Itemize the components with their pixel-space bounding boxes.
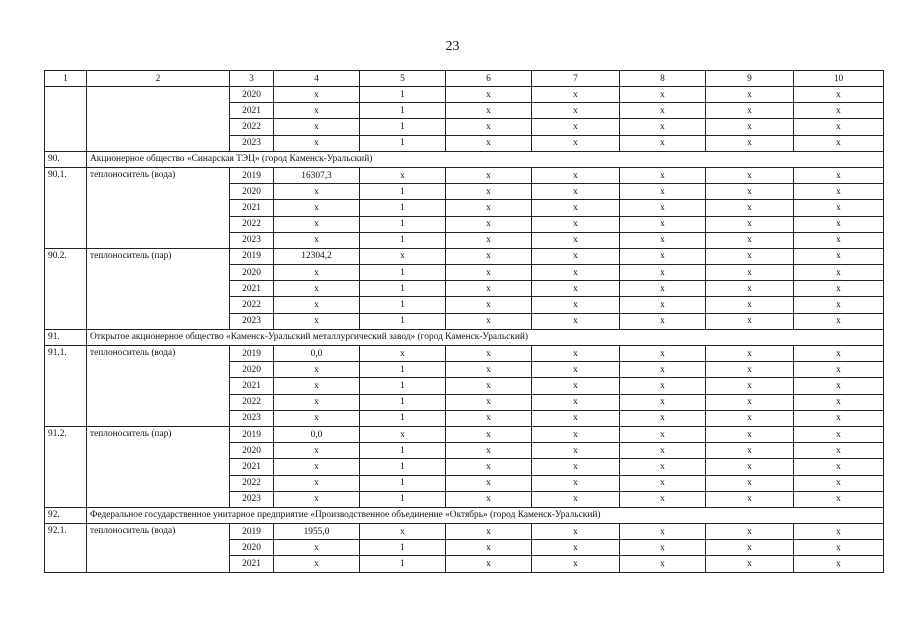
value-cell: x	[620, 281, 706, 297]
value-cell: x	[794, 103, 884, 119]
value-cell: x	[706, 313, 794, 329]
value-cell: x	[620, 362, 706, 378]
value-cell: 1	[360, 556, 446, 572]
value-cell: 1	[360, 87, 446, 103]
value-cell: x	[532, 216, 620, 232]
value-cell: x	[446, 119, 532, 135]
value-cell: x	[274, 200, 360, 216]
value-cell: x	[274, 87, 360, 103]
value-cell: x	[446, 313, 532, 329]
value-cell: x	[446, 491, 532, 507]
value-cell: x	[620, 426, 706, 442]
value-cell: x	[274, 119, 360, 135]
value-cell: x	[446, 540, 532, 556]
group-number: 90.2.	[45, 248, 87, 329]
value-cell: x	[532, 248, 620, 264]
value-cell: x	[706, 103, 794, 119]
value-cell: x	[794, 524, 884, 540]
value-cell: x	[620, 119, 706, 135]
column-header: 4	[274, 71, 360, 87]
column-header: 10	[794, 71, 884, 87]
year-cell: 2019	[230, 248, 274, 264]
value-cell: 1	[360, 297, 446, 313]
table-row	[45, 248, 884, 264]
value-cell: x	[532, 524, 620, 540]
value-cell: x	[706, 378, 794, 394]
value-cell: x	[706, 87, 794, 103]
value-cell: x	[620, 491, 706, 507]
page-number: 23	[445, 39, 460, 54]
empty-cell	[87, 87, 230, 152]
value-cell: x	[794, 459, 884, 475]
value-cell: x	[532, 491, 620, 507]
value-cell: 1	[360, 540, 446, 556]
column-header: 8	[620, 71, 706, 87]
group-label: теплоноситель (вода)	[87, 524, 230, 573]
value-cell: x	[706, 216, 794, 232]
value-cell: x	[274, 281, 360, 297]
value-cell: 1	[360, 459, 446, 475]
value-cell: x	[794, 410, 884, 426]
value-cell: x	[794, 265, 884, 281]
value-cell: x	[446, 281, 532, 297]
section-row	[45, 507, 884, 523]
value-cell: x	[446, 103, 532, 119]
value-cell: x	[794, 216, 884, 232]
tariff-table	[44, 70, 884, 573]
value-cell: x	[274, 184, 360, 200]
value-cell: x	[620, 232, 706, 248]
value-cell: x	[794, 184, 884, 200]
value-cell: 12304,2	[274, 248, 360, 264]
value-cell: x	[532, 556, 620, 572]
year-cell: 2020	[230, 540, 274, 556]
table-row	[45, 346, 884, 362]
value-cell: x	[446, 87, 532, 103]
value-cell: x	[274, 459, 360, 475]
header-row	[45, 71, 884, 87]
value-cell: x	[706, 491, 794, 507]
value-cell: x	[620, 87, 706, 103]
value-cell: x	[794, 394, 884, 410]
value-cell: x	[274, 265, 360, 281]
value-cell: x	[706, 200, 794, 216]
year-cell: 2021	[230, 459, 274, 475]
value-cell: 1	[360, 216, 446, 232]
value-cell: x	[532, 87, 620, 103]
value-cell: x	[274, 540, 360, 556]
year-cell: 2023	[230, 410, 274, 426]
value-cell: x	[360, 426, 446, 442]
value-cell: x	[794, 491, 884, 507]
table-row	[45, 524, 884, 540]
value-cell: x	[706, 297, 794, 313]
value-cell: x	[274, 491, 360, 507]
section-row	[45, 329, 884, 345]
value-cell: 1	[360, 200, 446, 216]
value-cell: x	[532, 281, 620, 297]
column-header: 7	[532, 71, 620, 87]
value-cell: x	[794, 475, 884, 491]
value-cell: x	[446, 248, 532, 264]
empty-cell	[45, 87, 87, 152]
value-cell: x	[274, 135, 360, 151]
value-cell: 1955,0	[274, 524, 360, 540]
value-cell: x	[620, 540, 706, 556]
value-cell: x	[620, 184, 706, 200]
value-cell: x	[532, 346, 620, 362]
value-cell: x	[706, 524, 794, 540]
value-cell: x	[446, 443, 532, 459]
value-cell: 16307,3	[274, 167, 360, 183]
value-cell: x	[620, 459, 706, 475]
value-cell: x	[706, 346, 794, 362]
value-cell: x	[620, 200, 706, 216]
value-cell: x	[532, 426, 620, 442]
value-cell: x	[532, 475, 620, 491]
value-cell: x	[446, 232, 532, 248]
value-cell: x	[706, 443, 794, 459]
value-cell: x	[360, 167, 446, 183]
value-cell: x	[706, 265, 794, 281]
value-cell: x	[794, 135, 884, 151]
value-cell: x	[274, 475, 360, 491]
value-cell: 1	[360, 491, 446, 507]
value-cell: x	[794, 443, 884, 459]
value-cell: x	[446, 216, 532, 232]
value-cell: x	[274, 556, 360, 572]
year-cell: 2020	[230, 184, 274, 200]
year-cell: 2021	[230, 556, 274, 572]
value-cell: x	[706, 556, 794, 572]
year-cell: 2020	[230, 362, 274, 378]
value-cell: x	[446, 346, 532, 362]
value-cell: x	[794, 556, 884, 572]
year-cell: 2019	[230, 524, 274, 540]
year-cell: 2021	[230, 103, 274, 119]
value-cell: x	[274, 297, 360, 313]
value-cell: x	[446, 297, 532, 313]
value-cell: x	[532, 459, 620, 475]
value-cell: x	[446, 475, 532, 491]
value-cell: x	[446, 184, 532, 200]
column-header: 5	[360, 71, 446, 87]
year-cell: 2023	[230, 135, 274, 151]
value-cell: x	[446, 200, 532, 216]
value-cell: x	[620, 167, 706, 183]
value-cell: x	[794, 426, 884, 442]
value-cell: 0,0	[274, 426, 360, 442]
value-cell: x	[706, 362, 794, 378]
value-cell: x	[706, 410, 794, 426]
value-cell: x	[706, 248, 794, 264]
value-cell: 1	[360, 362, 446, 378]
year-cell: 2023	[230, 491, 274, 507]
value-cell: x	[794, 232, 884, 248]
value-cell: 1	[360, 443, 446, 459]
value-cell: x	[620, 248, 706, 264]
value-cell: x	[620, 313, 706, 329]
value-cell: x	[446, 556, 532, 572]
year-cell: 2019	[230, 426, 274, 442]
value-cell: x	[620, 378, 706, 394]
value-cell: x	[620, 265, 706, 281]
group-number: 92.1.	[45, 524, 87, 573]
column-header: 9	[706, 71, 794, 87]
value-cell: x	[620, 135, 706, 151]
value-cell: x	[446, 378, 532, 394]
table-row	[45, 87, 884, 103]
value-cell: x	[532, 297, 620, 313]
value-cell: x	[620, 556, 706, 572]
value-cell: x	[620, 475, 706, 491]
year-cell: 2021	[230, 200, 274, 216]
year-cell: 2022	[230, 119, 274, 135]
year-cell: 2021	[230, 281, 274, 297]
value-cell: x	[274, 313, 360, 329]
value-cell: x	[532, 362, 620, 378]
year-cell: 2019	[230, 346, 274, 362]
value-cell: x	[620, 443, 706, 459]
value-cell: x	[794, 378, 884, 394]
value-cell: x	[446, 394, 532, 410]
year-cell: 2022	[230, 394, 274, 410]
value-cell: x	[794, 297, 884, 313]
value-cell: x	[532, 313, 620, 329]
value-cell: x	[794, 167, 884, 183]
value-cell: x	[360, 346, 446, 362]
group-number: 90.1.	[45, 167, 87, 248]
value-cell: x	[794, 281, 884, 297]
value-cell: x	[446, 426, 532, 442]
year-cell: 2020	[230, 265, 274, 281]
value-cell: x	[532, 265, 620, 281]
column-header: 2	[87, 71, 230, 87]
value-cell: x	[620, 103, 706, 119]
value-cell: x	[274, 103, 360, 119]
group-label: теплоноситель (пар)	[87, 426, 230, 507]
value-cell: x	[706, 475, 794, 491]
value-cell: x	[620, 346, 706, 362]
column-header: 6	[446, 71, 532, 87]
section-title: Акционерное общество «Синарская ТЭЦ» (город Каменск-Уральский)	[87, 151, 884, 167]
value-cell: 1	[360, 475, 446, 491]
value-cell: x	[532, 443, 620, 459]
value-cell: x	[620, 524, 706, 540]
value-cell: x	[794, 346, 884, 362]
value-cell: x	[706, 394, 794, 410]
value-cell: x	[706, 167, 794, 183]
value-cell: x	[446, 265, 532, 281]
year-cell: 2022	[230, 216, 274, 232]
value-cell: x	[620, 216, 706, 232]
year-cell: 2021	[230, 378, 274, 394]
value-cell: x	[794, 200, 884, 216]
value-cell: x	[794, 313, 884, 329]
value-cell: x	[274, 362, 360, 378]
value-cell: x	[274, 410, 360, 426]
value-cell: x	[446, 135, 532, 151]
value-cell: x	[532, 103, 620, 119]
value-cell: x	[794, 362, 884, 378]
value-cell: x	[532, 135, 620, 151]
value-cell: 1	[360, 394, 446, 410]
value-cell: x	[532, 394, 620, 410]
value-cell: x	[706, 426, 794, 442]
section-number: 92.	[45, 507, 87, 523]
year-cell: 2019	[230, 167, 274, 183]
value-cell: x	[360, 248, 446, 264]
value-cell: x	[706, 119, 794, 135]
year-cell: 2020	[230, 443, 274, 459]
value-cell: 1	[360, 103, 446, 119]
value-cell: x	[274, 443, 360, 459]
value-cell: x	[532, 378, 620, 394]
value-cell: x	[532, 540, 620, 556]
group-label: теплоноситель (пар)	[87, 248, 230, 329]
value-cell: x	[532, 167, 620, 183]
value-cell: 1	[360, 135, 446, 151]
value-cell: x	[274, 378, 360, 394]
section-number: 91.	[45, 329, 87, 345]
section-number: 90.	[45, 151, 87, 167]
value-cell: x	[446, 167, 532, 183]
value-cell: 1	[360, 119, 446, 135]
value-cell: x	[794, 540, 884, 556]
table-row	[45, 426, 884, 442]
value-cell: x	[446, 362, 532, 378]
value-cell: x	[360, 524, 446, 540]
value-cell: 1	[360, 232, 446, 248]
value-cell: x	[532, 184, 620, 200]
year-cell: 2023	[230, 313, 274, 329]
value-cell: x	[706, 232, 794, 248]
year-cell: 2023	[230, 232, 274, 248]
group-number: 91.1.	[45, 346, 87, 427]
value-cell: x	[274, 394, 360, 410]
value-cell: x	[446, 524, 532, 540]
value-cell: 1	[360, 313, 446, 329]
value-cell: x	[706, 281, 794, 297]
column-header: 3	[230, 71, 274, 87]
value-cell: x	[706, 540, 794, 556]
year-cell: 2022	[230, 297, 274, 313]
value-cell: x	[794, 119, 884, 135]
value-cell: x	[532, 119, 620, 135]
section-row	[45, 151, 884, 167]
value-cell: x	[620, 297, 706, 313]
value-cell: x	[532, 200, 620, 216]
value-cell: 1	[360, 410, 446, 426]
section-title: Открытое акционерное общество «Каменск-Уральский металлургический завод» (город Каменск-Уральский)	[87, 329, 884, 345]
value-cell: 0,0	[274, 346, 360, 362]
column-header: 1	[45, 71, 87, 87]
value-cell: x	[532, 410, 620, 426]
value-cell: x	[532, 232, 620, 248]
value-cell: 1	[360, 265, 446, 281]
section-title: Федеральное государственное унитарное предприятие «Производственное объединение «Октябрь» (город Каменск-Уральский)	[87, 507, 884, 523]
value-cell: 1	[360, 378, 446, 394]
group-label: теплоноситель (вода)	[87, 346, 230, 427]
value-cell: x	[620, 410, 706, 426]
value-cell: x	[274, 232, 360, 248]
value-cell: x	[706, 184, 794, 200]
value-cell: x	[706, 459, 794, 475]
value-cell: x	[274, 216, 360, 232]
value-cell: x	[794, 87, 884, 103]
group-number: 91.2.	[45, 426, 87, 507]
value-cell: x	[620, 394, 706, 410]
value-cell: x	[446, 459, 532, 475]
value-cell: x	[794, 248, 884, 264]
value-cell: x	[706, 135, 794, 151]
value-cell: 1	[360, 184, 446, 200]
group-label: теплоноситель (вода)	[87, 167, 230, 248]
year-cell: 2020	[230, 87, 274, 103]
table-row	[45, 167, 884, 183]
table-body	[45, 71, 884, 573]
value-cell: x	[446, 410, 532, 426]
year-cell: 2022	[230, 475, 274, 491]
value-cell: 1	[360, 281, 446, 297]
